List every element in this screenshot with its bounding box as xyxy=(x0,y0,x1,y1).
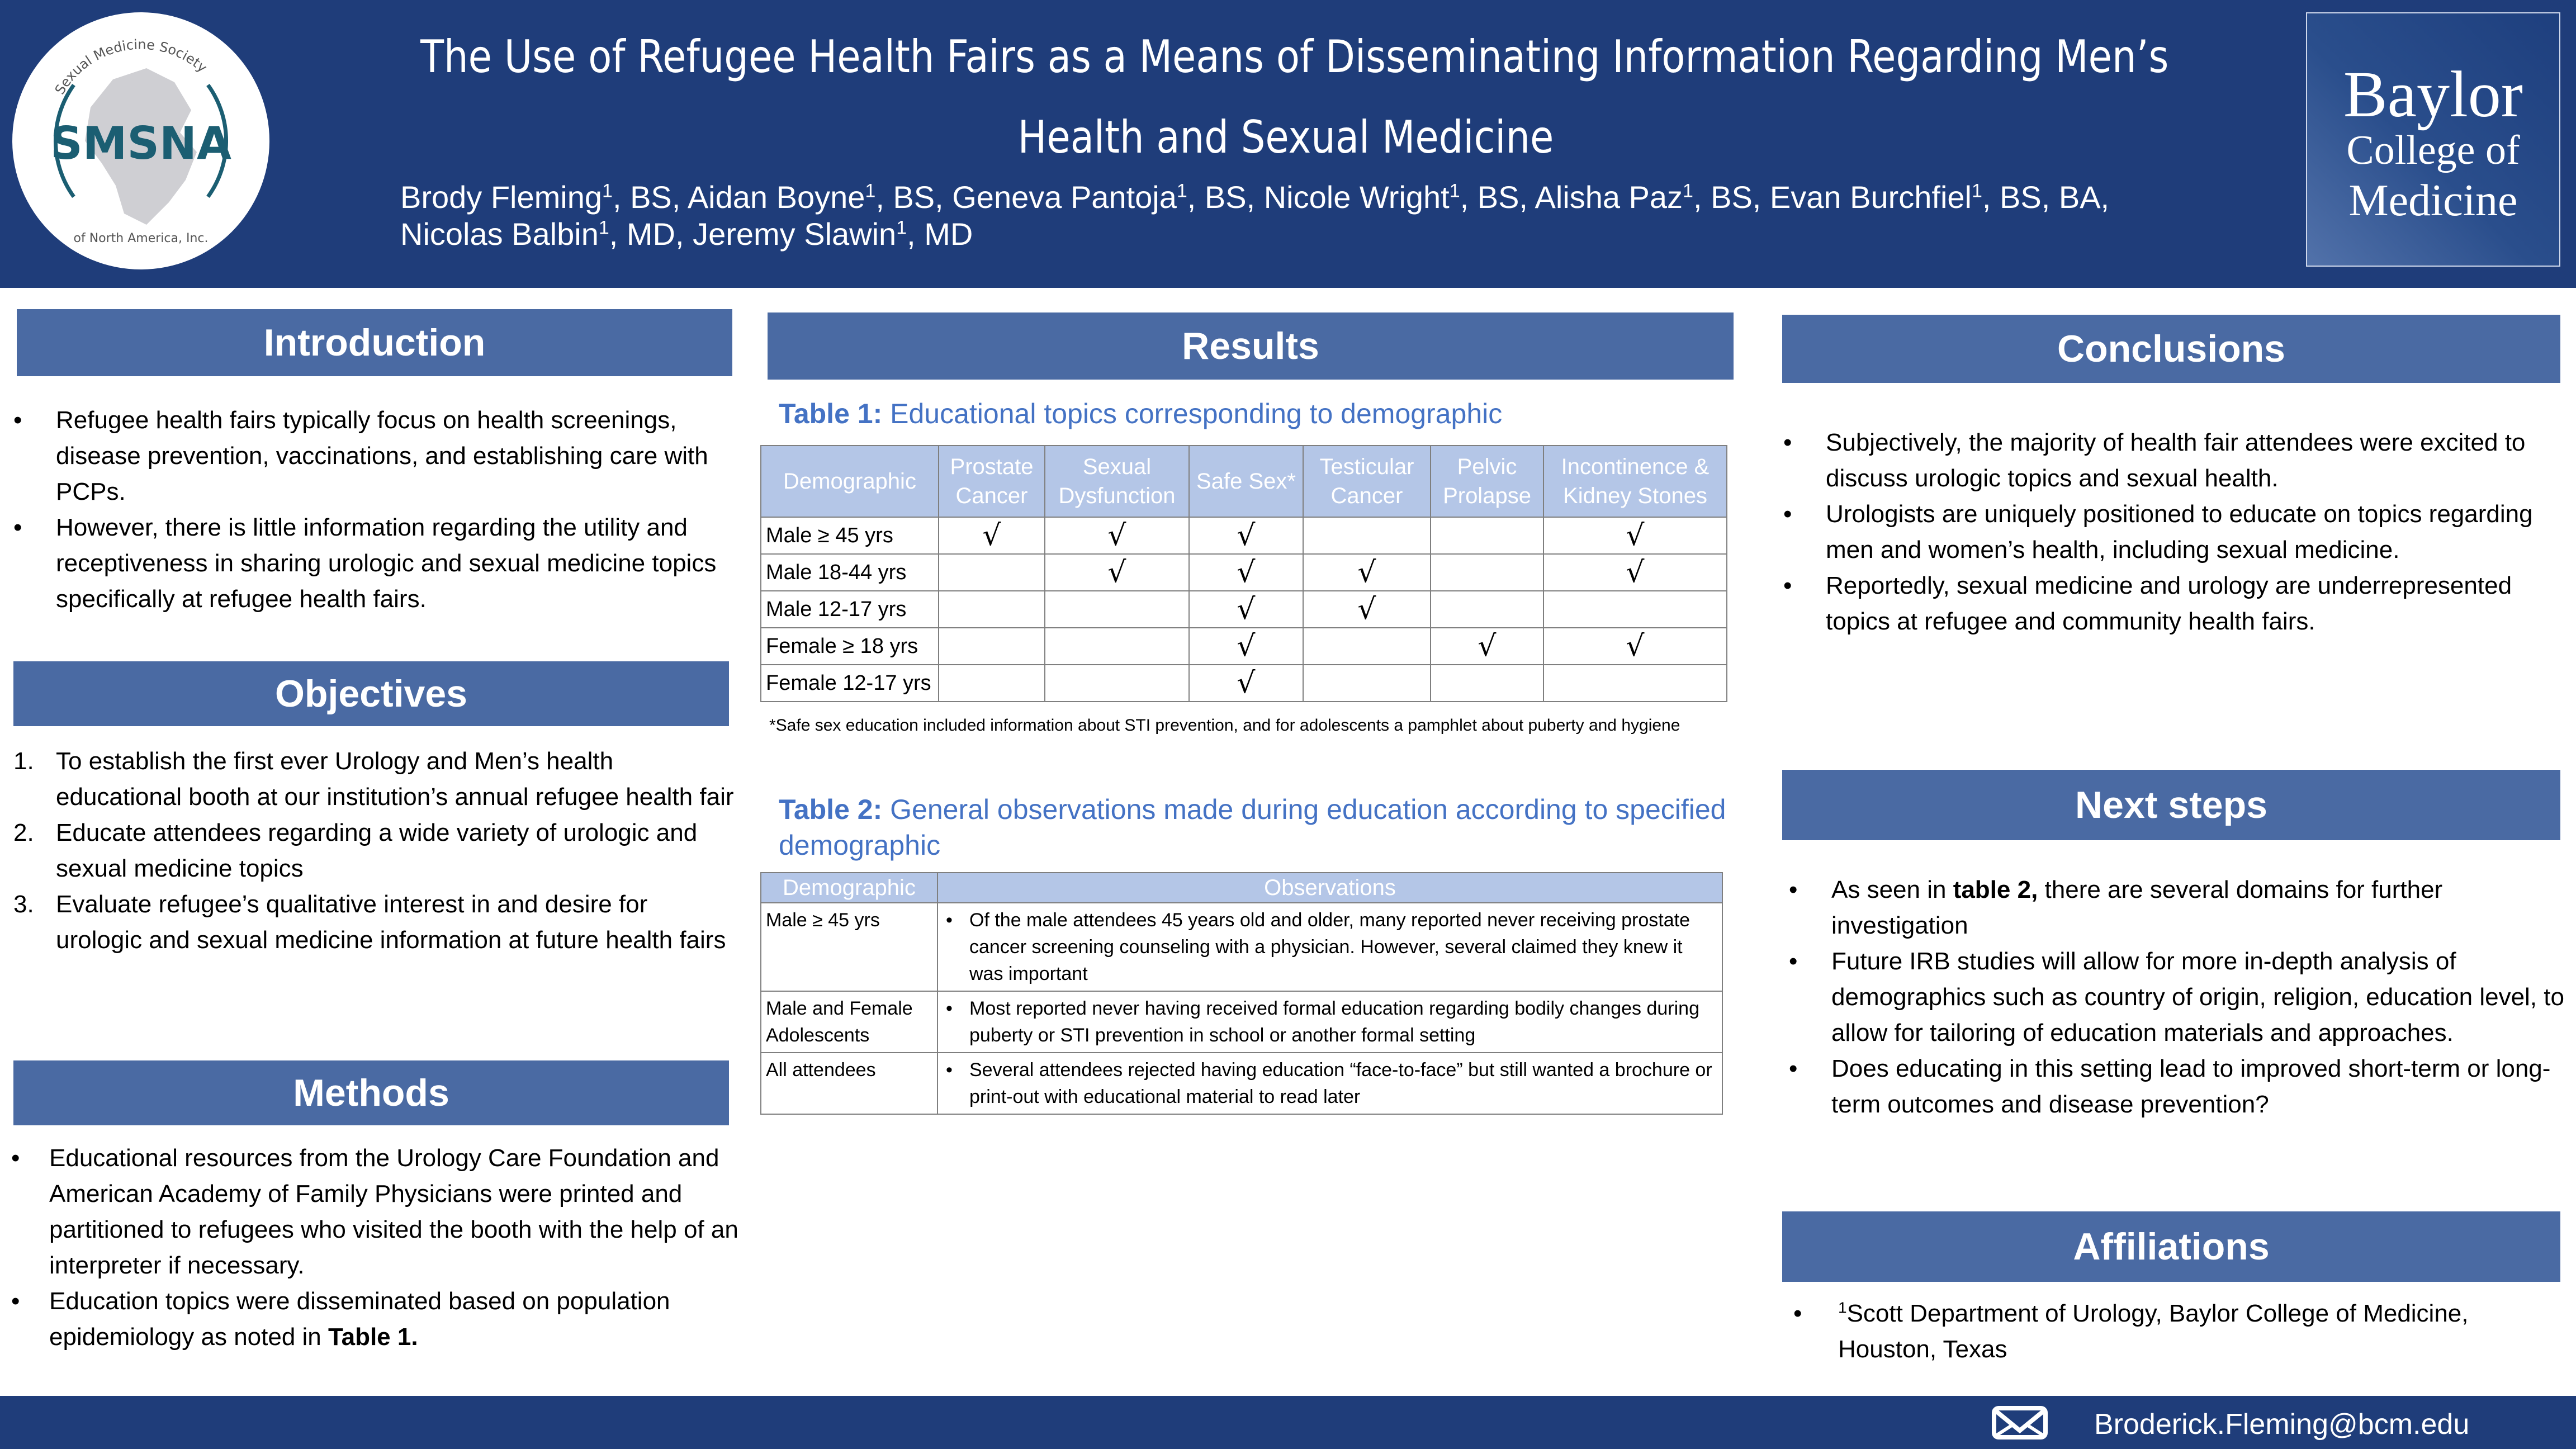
introduction-heading: Introduction xyxy=(17,309,732,376)
author-name: Geneva Pantoja xyxy=(952,179,1177,215)
baylor-logo-line2: College of xyxy=(2346,127,2520,173)
table1-column-header: Pelvic Prolapse xyxy=(1431,446,1543,517)
checkmark-icon: √ xyxy=(1626,629,1645,663)
table1-topic-cell xyxy=(1431,665,1543,702)
table1-topic-cell xyxy=(1189,591,1303,628)
table1-topic-cell xyxy=(939,554,1045,591)
checkmark-icon: √ xyxy=(1237,519,1256,552)
bullet-icon: • xyxy=(13,514,22,541)
table1-row xyxy=(761,591,1727,628)
table1-row xyxy=(761,665,1727,702)
table1-topic-cell xyxy=(1543,517,1727,554)
author-name: Jeremy Slawin xyxy=(693,216,897,252)
checkmark-icon: √ xyxy=(1237,666,1256,700)
baylor-logo-line3: Medicine xyxy=(2348,176,2518,225)
table1-column-header: Sexual Dysfunction xyxy=(1045,446,1189,517)
contact-email[interactable]: Broderick.Fleming@bcm.edu xyxy=(2094,1408,2470,1441)
next-steps-body xyxy=(1789,872,2566,1123)
table1-topic-cell xyxy=(1303,554,1431,591)
author-name: Nicole Wright xyxy=(1263,179,1450,215)
bullet-icon: • xyxy=(1789,1055,1798,1082)
author-affiliation-marker: 1 xyxy=(602,180,613,202)
bullet-icon: • xyxy=(1783,500,1792,528)
table1-column-header: Prostate Cancer xyxy=(939,446,1045,517)
observation-text: Several attendees rejected having education “face-to-face” but still wanted a brochure or print-out with educational material to read later xyxy=(969,1059,1712,1107)
author-affiliation-marker: 1 xyxy=(1176,180,1187,202)
next-steps-bullet: • Does educating in this setting lead to improved short-term or long-term outcomes and disease prevention? xyxy=(1789,1051,2566,1123)
table2-row xyxy=(761,1053,1722,1114)
table1-demographic-cell: Male 12-17 yrs xyxy=(761,591,939,628)
checkmark-icon: √ xyxy=(1357,593,1376,626)
smsna-logo xyxy=(12,12,269,269)
bullet-icon: • xyxy=(11,1287,20,1315)
checkmark-icon: √ xyxy=(1237,629,1256,663)
checkmark-icon: √ xyxy=(982,519,1001,552)
bullet-icon: • xyxy=(13,406,22,434)
table2-observation-cell xyxy=(937,991,1722,1053)
author-affiliation-marker: 1 xyxy=(896,217,907,239)
conclusion-bullet: • Subjectively, the majority of health fair attendees were excited to discuss urologic topics and sexual health. xyxy=(1783,425,2566,496)
table1-topic-cell xyxy=(1045,628,1189,665)
author-name: Evan Burchfiel xyxy=(1769,179,1972,215)
table1-column-header: Incontinence & Kidney Stones xyxy=(1543,446,1727,517)
author-affiliation-marker: 1 xyxy=(598,217,609,239)
table1-topic-cell xyxy=(939,517,1045,554)
next-steps-heading: Next steps xyxy=(1782,770,2560,840)
objective-item: 3. Evaluate refugee’s qualitative interest in and desire for urologic and sexual medicine information at future health fairs xyxy=(13,891,726,954)
table2-title: Table 2: General observations made during education according to specified demographic xyxy=(779,794,1726,861)
table1-topic-cell xyxy=(939,665,1045,702)
objective-item: 2. Educate attendees regarding a wide variety of urologic and sexual medicine topics xyxy=(13,819,698,882)
table1-topic-cell xyxy=(1303,591,1431,628)
table1-column-header: Safe Sex* xyxy=(1189,446,1303,517)
smsna-wordmark: SMSNA xyxy=(50,117,231,169)
author-affiliation-marker: 1 xyxy=(1971,180,1982,202)
results-heading: Results xyxy=(768,312,1734,380)
baylor-logo-line1: Baylor xyxy=(2343,58,2523,131)
table1-topic-cell xyxy=(1431,628,1543,665)
methods-body xyxy=(11,1140,744,1355)
table1-demographic-cell: Male 18-44 yrs xyxy=(761,554,939,591)
checkmark-icon: √ xyxy=(1107,519,1126,552)
conclusions-body xyxy=(1783,425,2566,640)
checkmark-icon: √ xyxy=(1107,556,1126,589)
table1-column-header: Testicular Cancer xyxy=(1303,446,1431,517)
poster-title xyxy=(280,17,2292,178)
table2-demographic-cell: Male and Female Adolescents xyxy=(761,991,937,1053)
table1-topic-cell xyxy=(1189,665,1303,702)
bullet-icon: • xyxy=(1793,1300,1802,1327)
envelope-icon xyxy=(1992,1406,2048,1439)
table2-observation-cell xyxy=(937,903,1722,991)
table1-topic-cell xyxy=(1543,591,1727,628)
table1-topic-cell xyxy=(1045,591,1189,628)
table1-topic-cell xyxy=(1431,517,1543,554)
author-affiliation-marker: 1 xyxy=(865,180,876,202)
observation-text: Most reported never having received formal education regarding bodily changes during puberty or STI prevention in school or another formal setting xyxy=(969,998,1699,1046)
author-degree: , BS, xyxy=(612,179,688,215)
affiliations-heading: Affiliations xyxy=(1782,1211,2560,1282)
conclusion-bullet: • Urologists are uniquely positioned to educate on topics regarding men and women’s health, including sexual medicine. xyxy=(1783,496,2566,568)
author-affiliation-marker: 1 xyxy=(1449,180,1460,202)
bullet-icon: • xyxy=(946,998,953,1019)
bullet-icon: • xyxy=(1789,876,1798,903)
bullet-icon: • xyxy=(1783,572,1792,599)
author-degree: , BS, xyxy=(1460,179,1535,215)
table2-col-demographic: Demographic xyxy=(761,873,937,903)
methods-heading: Methods xyxy=(13,1060,729,1125)
author-name: Aidan Boyne xyxy=(687,179,865,215)
table1-topic-cell xyxy=(1045,517,1189,554)
checkmark-icon: √ xyxy=(1626,519,1645,552)
table2-observation-cell xyxy=(937,1053,1722,1114)
table1-topic-cell xyxy=(1303,665,1431,702)
table1-topic-cell xyxy=(1543,628,1727,665)
authors-line-2 xyxy=(400,216,2245,253)
author-name: Alisha Paz xyxy=(1535,179,1683,215)
table1 xyxy=(760,445,1727,702)
methods-bullet: • Education topics were disseminated based on population epidemiology as noted in Table 1. xyxy=(11,1284,744,1355)
table1-topic-cell xyxy=(1543,554,1727,591)
objectives-heading: Objectives xyxy=(13,661,729,726)
conclusions-heading: Conclusions xyxy=(1782,315,2560,383)
table1-topic-cell xyxy=(1189,628,1303,665)
table1-topic-cell xyxy=(1189,554,1303,591)
bullet-icon: • xyxy=(11,1144,20,1172)
smsna-bottom-arc: of North America, Inc. xyxy=(73,231,209,245)
checkmark-icon: √ xyxy=(1478,629,1497,663)
next-steps-bullet: • As seen in table 2, there are several domains for further investigation xyxy=(1789,872,2566,944)
table1-row xyxy=(761,517,1727,554)
table1-demographic-cell: Female ≥ 18 yrs xyxy=(761,628,939,665)
bullet-icon: • xyxy=(946,910,953,931)
author-name: Brody Fleming xyxy=(400,179,603,215)
author-degree: , BS, xyxy=(1693,179,1770,215)
table1-demographic-cell: Female 12-17 yrs xyxy=(761,665,939,702)
table1-topic-cell xyxy=(1045,665,1189,702)
methods-bullet: • Educational resources from the Urology Care Foundation and American Academy of Family Physicians were printed and partitioned to refugees who visited the booth with the help of an interpreter if necessary. xyxy=(11,1140,744,1284)
table2-row xyxy=(761,903,1722,991)
table2-demographic-cell: All attendees xyxy=(761,1053,937,1114)
table1-topic-cell xyxy=(939,591,1045,628)
bullet-icon: • xyxy=(1789,948,1798,975)
checkmark-icon: √ xyxy=(1237,593,1256,626)
table2-col-observations: Observations xyxy=(937,873,1722,903)
table1-topic-cell xyxy=(1303,628,1431,665)
title-line-2: Health and Sexual Medicine xyxy=(1017,111,1554,163)
baylor-logo xyxy=(2306,12,2560,267)
table1-column-header: Demographic xyxy=(761,446,939,517)
table2-header-row xyxy=(761,873,1722,903)
introduction-bullet: • Refugee health fairs typically focus on health screenings, disease prevention, vaccinations, and establishing care with PCPs. xyxy=(13,402,740,510)
table1-row xyxy=(761,628,1727,665)
introduction-body xyxy=(13,402,740,617)
affiliation-item: • $^1$Scott Department of Urology, Baylor College of Medicine, Houston, Texas xyxy=(1793,1296,2520,1367)
author-degree: , BS, BA, xyxy=(1982,179,2110,215)
checkmark-icon: √ xyxy=(1237,556,1256,589)
table1-title: Table 1: Educational topics corresponding to demographic xyxy=(779,398,1503,429)
checkmark-icon: √ xyxy=(1626,556,1645,589)
checkmark-icon: √ xyxy=(1357,556,1376,589)
title-line-1: The Use of Refugee Health Fairs as a Means of Disseminating Information Regarding Men’s xyxy=(420,31,2169,83)
table2-row xyxy=(761,991,1722,1053)
table1-topic-cell xyxy=(1543,665,1727,702)
table1-footnote: *Safe sex education included information about STI prevention, and for adolescents a pamphlet about puberty and hygiene xyxy=(769,716,1680,735)
bullet-icon: • xyxy=(946,1059,953,1081)
author-name: Nicolas Balbin xyxy=(400,216,599,252)
table1-row xyxy=(761,554,1727,591)
objectives-body xyxy=(13,744,740,958)
affiliations-body xyxy=(1793,1296,2520,1367)
table1-topic-cell xyxy=(1189,517,1303,554)
author-degree: , MD, xyxy=(609,216,693,252)
table2 xyxy=(760,872,1723,1115)
author-degree: , MD xyxy=(907,216,973,252)
conclusion-bullet: • Reportedly, sexual medicine and urology are underrepresented topics at refugee and community health fairs. xyxy=(1783,568,2566,640)
introduction-bullet: • However, there is little information regarding the utility and receptiveness in sharing urologic and sexual medicine topics specifically at refugee health fairs. xyxy=(13,510,740,617)
author-affiliation-marker: 1 xyxy=(1683,180,1693,202)
objective-item: 1. To establish the first ever Urology and Men’s health educational booth at our institution’s annual refugee health fair xyxy=(13,747,734,811)
table1-header-row xyxy=(761,446,1727,517)
smsna-top-arc: Sexual Medicine Society xyxy=(51,36,210,97)
table1-topic-cell xyxy=(1431,554,1543,591)
author-degree: , BS, xyxy=(1187,179,1264,215)
observation-text: Of the male attendees 45 years old and older, many reported never receiving prostate cancer screening counseling with a physician. However, several claimed they knew it was important xyxy=(969,910,1690,984)
table1-topic-cell xyxy=(1045,554,1189,591)
author-list xyxy=(400,179,2245,253)
table1-topic-cell xyxy=(1431,591,1543,628)
author-degree: , BS, xyxy=(875,179,953,215)
authors-line-1 xyxy=(400,179,2245,216)
bullet-icon: • xyxy=(1783,429,1792,456)
table1-topic-cell xyxy=(939,628,1045,665)
table1-topic-cell xyxy=(1303,517,1431,554)
next-steps-bullet: • Future IRB studies will allow for more in-depth analysis of demographics such as country of origin, religion, education level, to allow for tailoring of education materials and approaches. xyxy=(1789,944,2566,1051)
table1-demographic-cell: Male ≥ 45 yrs xyxy=(761,517,939,554)
table2-demographic-cell: Male ≥ 45 yrs xyxy=(761,903,937,991)
